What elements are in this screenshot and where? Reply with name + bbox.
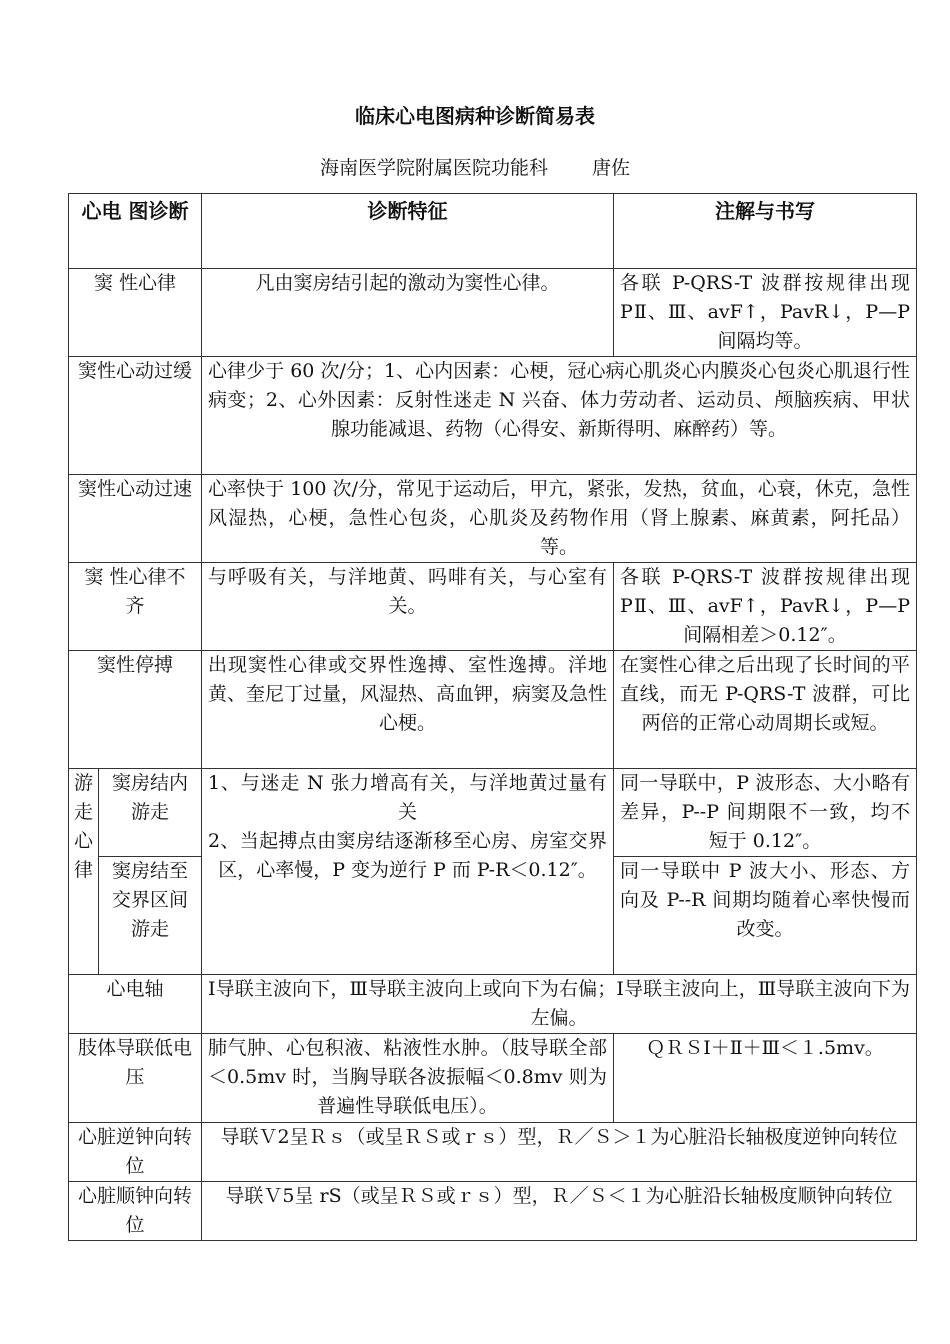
- diagnosis-table: [68, 193, 917, 1241]
- row-features: 凡由窦房结引起的激动为窦性心律。: [202, 269, 614, 357]
- row-features: 导联Ｖ5呈 rS（或呈ＲＳ或ｒｓ）型，Ｒ／Ｓ＜１为心脏沿长轴极度顺钟向转位: [202, 1182, 917, 1241]
- feature-item: 2、当起搏点由窦房结逐渐移至心房、房室交界区，心率慢，P 变为逆行 P 而 P-R＜0.12″。: [208, 830, 607, 881]
- row-name: 窦性心动过速: [69, 475, 202, 563]
- row-name: 窦 性心律不齐: [69, 563, 202, 651]
- subtitle: [0, 153, 950, 180]
- row-features: 心率快于 100 次/分，常见于运动后，甲亢，紧张，发热，贫血，心衰，休克，急性风湿热，心梗，急性心包炎，心肌炎及药物作用（肾上腺素、麻黄素，阿托品）等。: [202, 475, 917, 563]
- table-row: [69, 1123, 917, 1182]
- table-row: [69, 769, 917, 857]
- row-features: [202, 769, 614, 975]
- table-row: [69, 475, 917, 563]
- row-name: 窦性心动过缓: [69, 357, 202, 475]
- group-label: 游走心律: [69, 769, 99, 975]
- document-title: 临床心电图病种诊断简易表: [355, 104, 595, 128]
- header-diagnosis: 心电 图诊断: [69, 194, 202, 269]
- table-row: [69, 269, 917, 357]
- row-name: 心脏顺钟向转位: [69, 1182, 202, 1241]
- row-features: 与呼吸有关，与洋地黄、吗啡有关，与心室有关。: [202, 563, 614, 651]
- row-name: 肢体导联低电压: [69, 1034, 202, 1123]
- table-row: [69, 1182, 917, 1241]
- row-features: Ⅰ导联主波向下，Ⅲ导联主波向上或向下为右偏；Ⅰ导联主波向上，Ⅲ导联主波向下为左偏。: [202, 975, 917, 1034]
- header-row: [69, 194, 917, 269]
- table-row: [69, 975, 917, 1034]
- header-notes: 注解与书写: [614, 194, 917, 269]
- row-notes: 同一导联中，P 波形态、大小略有差异，P--P 间期限不一致，均不短于 0.12″。: [614, 769, 917, 857]
- row-name: 窦 性心律: [69, 269, 202, 357]
- row-name: 窦房结内游走: [99, 769, 202, 857]
- row-name: 窦性停搏: [69, 651, 202, 769]
- row-name: 心电轴: [69, 975, 202, 1034]
- row-features: 出现窦性心律或交界性逸搏、室性逸搏。洋地黄、奎尼丁过量，风湿热、高血钾，病窦及急性心梗。: [202, 651, 614, 769]
- header-features: 诊断特征: [202, 194, 614, 269]
- row-features: 导联Ｖ2呈Ｒｓ（或呈ＲＳ或ｒｓ）型，Ｒ／Ｓ＞１为心脏沿长轴极度逆钟向转位: [202, 1123, 917, 1182]
- row-notes: 各联 P-QRS-T 波群按规律出现 PⅡ、Ⅲ、avF↑，PavR↓，P—P 间隔均等。: [614, 269, 917, 357]
- table-row: [69, 1034, 917, 1123]
- department: 海南医学院附属医院功能科: [319, 157, 548, 179]
- row-name: 窦房结至交界区间游走: [99, 857, 202, 975]
- feature-item: 1、与迷走 N 张力增高有关，与洋地黄过量有关: [208, 772, 607, 823]
- table-row: [69, 563, 917, 651]
- row-features: 肺气肿、心包积液、粘液性水肿。（肢导联全部＜0.5mv 时，当胸导联各波振幅＜0.8mv 则为普遍性导联低电压）。: [202, 1034, 614, 1123]
- row-notes: 在窦性心律之后出现了长时间的平直线，而无 P-QRS-T 波群，可比两倍的正常心动周期长或短。: [614, 651, 917, 769]
- row-name: 心脏逆钟向转位: [69, 1123, 202, 1182]
- row-notes: ＱＲＳⅠ＋Ⅱ＋Ⅲ＜１.5mv。: [614, 1034, 917, 1123]
- author: 唐佐: [592, 157, 631, 179]
- row-features: 心律少于 60 次/分；1、心内因素：心梗，冠心病心肌炎心内膜炎心包炎心肌退行性病变；2、心外因素：反射性迷走 N 兴奋、体力劳动者、运动员、颅脑疾病、甲状腺功能减退、药物（心得安、新斯得明、麻醉药）等。: [202, 357, 917, 475]
- table-row: [69, 651, 917, 769]
- row-notes: 各联 P-QRS-T 波群按规律出现 PⅡ、Ⅲ、avF↑，PavR↓，P—P 间隔相差＞0.12″。: [614, 563, 917, 651]
- row-notes: 同一导联中 P 波大小、形态、方向及 P--R 间期均随着心率快慢而改变。: [614, 857, 917, 975]
- table-row: [69, 357, 917, 475]
